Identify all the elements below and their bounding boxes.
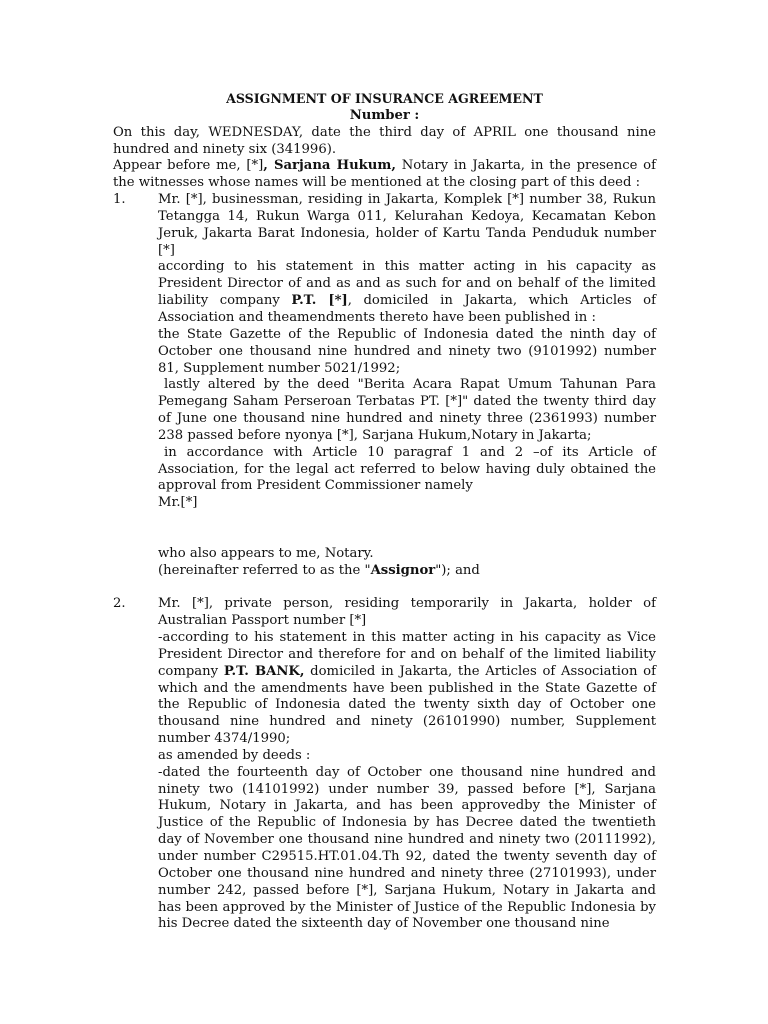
notary-name: , Sarjana Hukum, xyxy=(263,158,396,174)
party-item-1 xyxy=(113,192,656,579)
party-1-capacity xyxy=(158,259,656,326)
spacer xyxy=(158,512,656,546)
party-2-capacity xyxy=(158,630,656,748)
spacer xyxy=(113,579,656,596)
referred-text: (hereinafter referred to as the " xyxy=(158,562,371,578)
party-1-accordance: in accordance with Article 10 paragraf 1 and 2 –of its Article of Association, for the legal act referred to below having duly obtained the approval from President Commissioner namely xyxy=(158,444,656,494)
party-1-appears: who also appears to me, Notary. xyxy=(158,545,374,561)
referred-text-end: "); and xyxy=(435,562,480,578)
opening-paragraph: On this day, WEDNESDAY, date the third day of APRIL one thousand nine hundred and ninety six (341996). xyxy=(113,124,656,157)
appear-before-text: Appear before me, [*] xyxy=(113,158,264,174)
capacity-text-end: , domiciled in Jakarta, which Articles of Association and theamendments thereto have been published in : xyxy=(158,293,656,325)
party-1-altered: lastly altered by the deed "Berita Acara Rapat Umum Tahunan Para Pemegang Saham Perseroan Terbatas PT. [*]" dated the twenty third day of June one thousand nine hundred and ninety three (2361993) number 238 passed before nyonya [*], Sarjana Hukum,Notary in Jakarta; xyxy=(158,377,656,443)
capacity-text-end: domiciled in Jakarta, the Articles of Association of which and the amendments have been published in the State Gazette of the Republic of Indonesia dated the twenty sixth day of October one thousand nine hundred and ninety (26101990) number, Supplement number 4374/1990; xyxy=(158,663,656,747)
document-page xyxy=(113,91,656,933)
party-2-intro: Mr. [*], private person, residing temporarily in Jakarta, holder of Australian Passport number [*] xyxy=(158,596,656,629)
party-1-gazette: the State Gazette of the Republic of Indonesia dated the ninth day of October one thousand nine hundred and ninety two (9101992) number 81, Supplement number 5021/1992; xyxy=(158,326,656,376)
party-2-amended: as amended by deeds : xyxy=(158,747,311,763)
party-item-2 xyxy=(113,596,656,933)
assignor-label: Assignor xyxy=(370,562,436,578)
document-title: ASSIGNMENT OF INSURANCE AGREEMENT xyxy=(226,91,543,106)
company-name: P.T. [*] xyxy=(291,293,348,309)
number-label: Number : xyxy=(349,107,420,123)
appear-paragraph xyxy=(113,158,656,192)
party-1-referred xyxy=(158,563,656,580)
appear-after-text: Notary in Jakarta, in the presence of the witnesses whose names will be mentioned at the closing part of this deed : xyxy=(113,158,656,191)
item-number: 2. xyxy=(113,596,126,612)
party-1-intro: Mr. [*], businessman, residing in Jakarta, Komplek [*] number 38, Rukun Tetangga 14, Rukun Warga 011, Kelurahan Kedoya, Kecamatan Kebon Jeruk, Jakarta Barat Indonesia, holder of Kartu Tanda Penduduk number [*] xyxy=(158,192,656,258)
capacity-text: -according to his statement in this matter acting in his capacity as Vice President Director and therefore for and on behalf of the limited liability company xyxy=(158,630,656,679)
capacity-text: according to his statement in this matter acting in his capacity as President Director of and as and as such for and on behalf of the limited liability company xyxy=(158,259,656,309)
party-2-deeds: -dated the fourteenth day of October one thousand nine hundred and ninety two (14101992) under number 39, passed before [*], Sarjana Hukum, Notary in Jakarta, and has been approvedby the Minister of Justice of the Republic of Indonesia by has Decree dated the twentieth day of November one thousand nine hundred and ninety two (20111992), under number C29515.HT.01.04.Th 92, dated the twenty seventh day of October one thousand nine hundred and ninety three (27101993), under number 242, passed before [*], Sarjana Hukum, Notary in Jakarta and has been approved by the Minister of Justice of the Republic Indonesia by his Decree dated the sixteenth day of November one thousand nine xyxy=(158,764,656,932)
company-name: P.T. BANK, xyxy=(223,663,305,679)
item-number: 1. xyxy=(113,192,126,208)
party-1-commissioner: Mr.[*] xyxy=(158,495,198,511)
